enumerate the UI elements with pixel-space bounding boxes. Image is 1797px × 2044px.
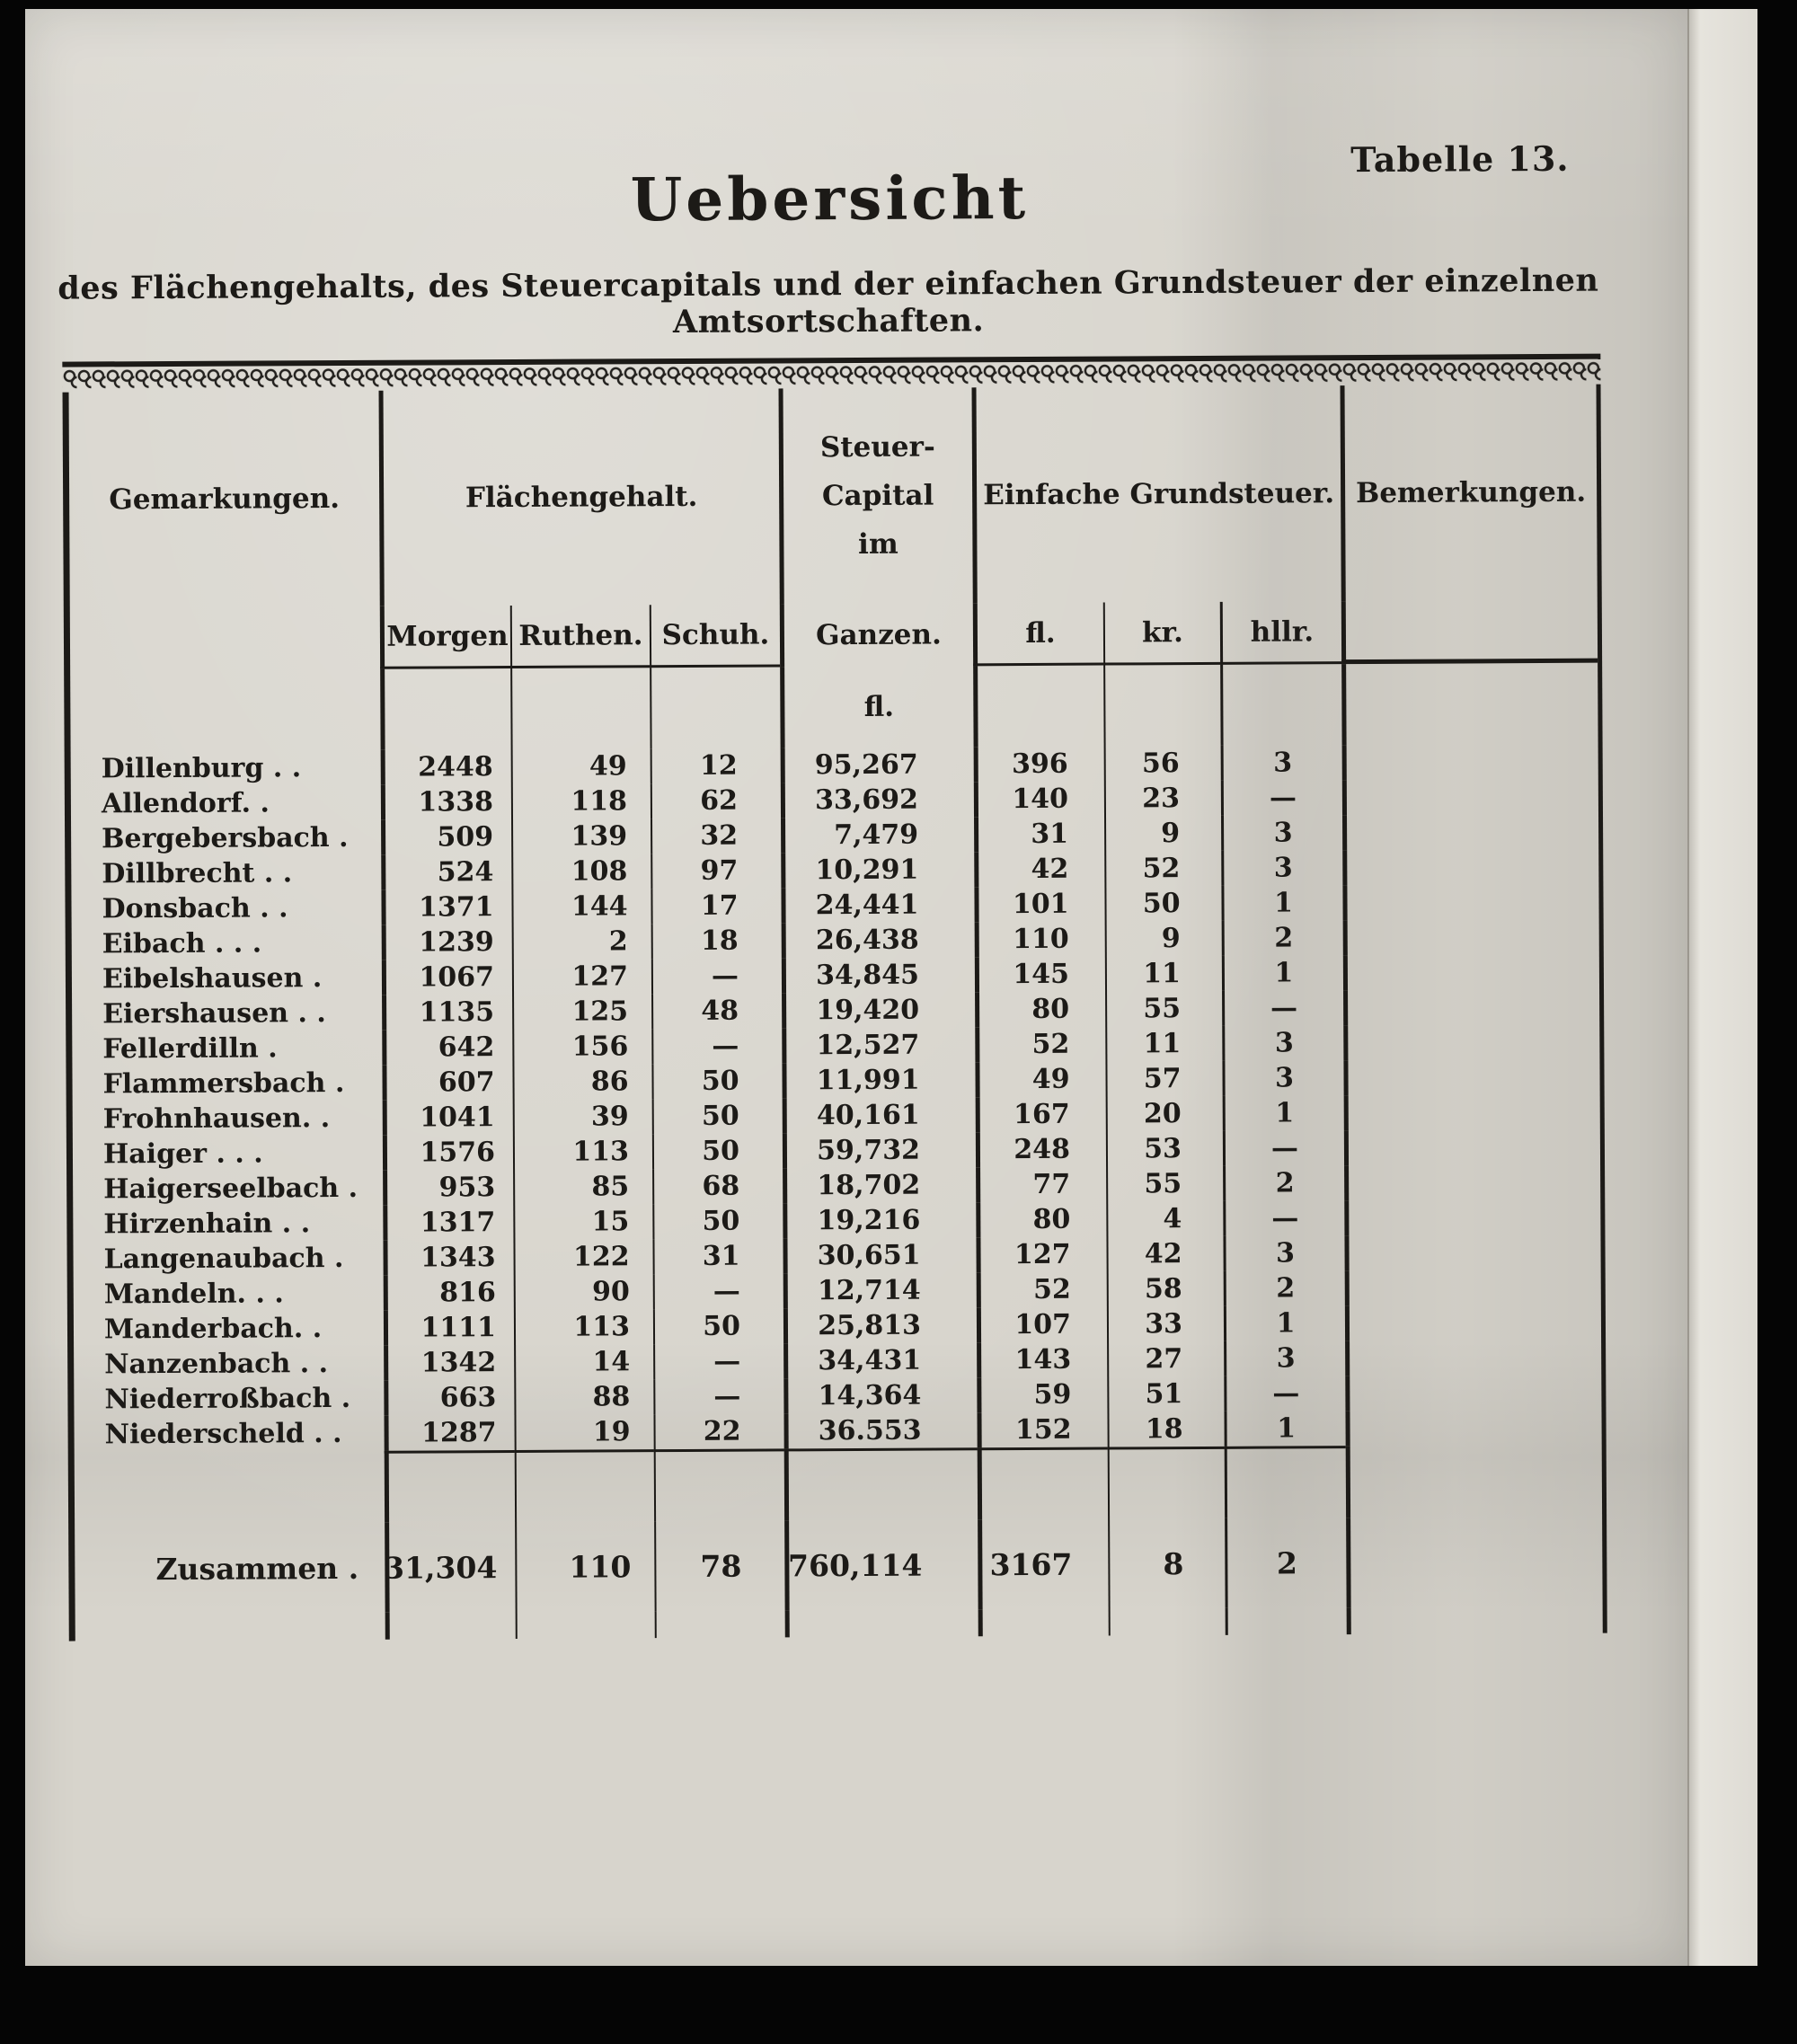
paper-sheet	[25, 9, 1689, 1966]
column-header-gemarkungen: Gemarkungen.	[109, 482, 341, 517]
unitrow-empty	[1220, 664, 1341, 746]
table-cell-hllr: 3	[1223, 1235, 1344, 1271]
table-cell-kr: 51	[1107, 1376, 1224, 1412]
table-cell-name: Langenaubach .	[103, 1242, 344, 1276]
table-cell-name: Manderbach. .	[103, 1313, 323, 1346]
table-cell-morgen: 1371	[381, 889, 511, 925]
table-cell-hllr: 3	[1224, 1341, 1345, 1376]
sum-line	[515, 1449, 654, 1522]
table-cell-hllr: —	[1222, 990, 1343, 1026]
subheader-schuh: Schuh.	[650, 604, 780, 668]
tail-row	[385, 1612, 516, 1640]
table-cell-schuh: 50	[652, 1133, 783, 1169]
table-cell-hllr: —	[1223, 1130, 1344, 1166]
table-cell-kr: 11	[1105, 956, 1222, 992]
table-cell-name: Dillbrecht . .	[102, 857, 293, 890]
unitrow-empty	[1341, 663, 1598, 745]
table-cell-capital: 19,420	[782, 992, 975, 1028]
table-cell-morgen: 524	[381, 854, 511, 890]
steuercapital-line1: Steuer-	[819, 430, 935, 465]
table-cell-fl: 152	[977, 1412, 1107, 1448]
table-cell-schuh: 31	[652, 1238, 783, 1274]
table-cell-ruthen: 85	[513, 1169, 652, 1205]
table-cell-ruthen: 139	[511, 818, 651, 854]
table-cell-ruthen: 39	[513, 1099, 652, 1135]
table-cell-fl: 49	[975, 1062, 1105, 1098]
table-cell-capital: 95,267	[781, 747, 974, 783]
table-cell-name: Haigerseelbach .	[103, 1172, 359, 1206]
table-cell-schuh: —	[653, 1273, 783, 1309]
table-cell-schuh: —	[651, 958, 782, 994]
table-cell-capital: 33,692	[781, 782, 974, 818]
totals-kr: 8	[1108, 1518, 1226, 1609]
table-cell-morgen: 509	[381, 819, 511, 855]
table-cell-bemerk	[1344, 1094, 1600, 1130]
totals-hllr: 2	[1225, 1518, 1347, 1608]
table-cell-schuh: 68	[652, 1168, 783, 1204]
table-cell-name: Hirzenhain . .	[103, 1208, 311, 1241]
table-cell-fl: 143	[977, 1342, 1107, 1378]
table-cell-fl: 167	[976, 1097, 1106, 1133]
table-cell-bemerk	[1342, 849, 1598, 885]
table-cell-bemerk	[1342, 779, 1598, 815]
table-cell-morgen: 1135	[382, 995, 512, 1031]
table-cell-hllr: 3	[1221, 745, 1342, 781]
table-cell-bemerk	[1343, 1059, 1599, 1095]
table-cell-name: Haiger . . .	[102, 1137, 263, 1171]
unitrow-empty	[380, 668, 510, 750]
table-cell-ruthen: 118	[511, 783, 651, 819]
table-cell-bemerk	[1344, 1164, 1600, 1200]
totals-ruthen: 110	[515, 1521, 655, 1612]
table-cell-ruthen: 86	[512, 1064, 651, 1100]
table-cell-hllr: 2	[1223, 1165, 1344, 1201]
sum-line-row	[1346, 1445, 1602, 1518]
table-cell-kr: 33	[1107, 1306, 1224, 1342]
table-cell-fl: 31	[974, 817, 1104, 853]
table-cell-ruthen: 90	[514, 1274, 653, 1310]
sum-line	[784, 1447, 978, 1520]
table-cell-hllr: 3	[1222, 1060, 1343, 1096]
column-header-steuercapital	[779, 387, 973, 604]
table-cell-bemerk	[1344, 1199, 1600, 1235]
table-cell-morgen: 1343	[383, 1240, 513, 1276]
table-cell-morgen: 663	[384, 1380, 514, 1416]
totals-bemerkungen	[1346, 1517, 1603, 1607]
unitrow-empty	[650, 667, 780, 748]
table-cell-bemerk	[1345, 1340, 1601, 1376]
data-table	[62, 354, 1607, 1641]
table-cell-bemerk	[1345, 1305, 1601, 1341]
steuercapital-line2: Capital	[821, 479, 934, 513]
table-cell-fl: 42	[974, 852, 1104, 888]
table-cell-capital: 36.553	[783, 1412, 977, 1448]
unitrow-empty	[70, 669, 380, 752]
table-cell-schuh: 97	[651, 853, 781, 889]
table-cell-hllr: 1	[1224, 1411, 1345, 1447]
totals-schuh: 78	[654, 1520, 785, 1611]
table-cell-kr: 4	[1106, 1201, 1223, 1237]
table-cell-capital: 14,364	[783, 1377, 977, 1413]
table-cell-capital: 25,813	[783, 1307, 977, 1343]
table-cell-fl: 101	[974, 887, 1104, 923]
table-cell-schuh: 12	[651, 748, 781, 783]
table-cell-fl: 77	[976, 1167, 1106, 1203]
table-cell-hllr: 2	[1224, 1270, 1345, 1306]
column-header-grundsteuer: Einfache Grundsteuer.	[972, 385, 1341, 603]
table-cell-fl: 59	[977, 1377, 1107, 1413]
table-cell-name: Bergebersbach .	[102, 821, 349, 855]
table-cell-capital: 10,291	[781, 852, 974, 888]
table-cell-schuh: 22	[653, 1413, 783, 1449]
unitrow-empty	[1103, 665, 1220, 747]
table-cell-morgen: 1342	[384, 1345, 514, 1381]
table-cell-morgen: 1239	[382, 925, 512, 960]
table-cell-bemerk	[1342, 744, 1598, 780]
subheader-bemerkungen-rule	[1341, 600, 1598, 664]
table-cell-fl: 110	[975, 922, 1105, 958]
subheader-ruthen: Ruthen.	[510, 605, 650, 668]
table-cell-name: Allendorf. .	[101, 787, 270, 820]
table-cell-kr: 27	[1107, 1341, 1224, 1377]
table-cell-ruthen: 144	[511, 889, 651, 925]
table-cell-fl: 80	[976, 1202, 1106, 1238]
table-cell-fl: 140	[974, 782, 1104, 818]
table-cell-capital: 18,702	[783, 1167, 976, 1203]
page-subtitle: des Flächengehalts, des Steuercapitals und der einfachen Grundsteuer der einzelnen Amtsortschaften.	[58, 261, 1599, 341]
table-cell-schuh: 18	[651, 923, 782, 959]
subheader-morgen: Morgen	[380, 606, 510, 669]
table-cell-hllr: 3	[1222, 1025, 1343, 1061]
table-cell-capital: 34,845	[782, 957, 975, 993]
table-cell-kr: 18	[1107, 1411, 1224, 1447]
table-cell-name: Niederscheld . .	[104, 1418, 342, 1451]
sum-line	[1108, 1447, 1225, 1519]
column-header-bemerkungen: Bemerkungen.	[1341, 385, 1598, 601]
table-cell-hllr: 3	[1221, 815, 1342, 851]
steuercapital-line3: im	[858, 527, 898, 561]
totals-morgen: 31,304	[385, 1522, 516, 1613]
table-cell-bemerk	[1342, 884, 1598, 920]
table-cell-bemerk	[1343, 989, 1599, 1025]
table-cell-kr: 20	[1106, 1096, 1223, 1132]
table-cell-ruthen: 122	[513, 1239, 652, 1275]
table-cell-schuh: 50	[653, 1308, 783, 1344]
table-cell-ruthen: 19	[514, 1414, 653, 1450]
table-cell-name: Fellerdilln .	[102, 1032, 278, 1066]
table-cell-fl: 52	[977, 1272, 1107, 1308]
table-cell-ruthen: 125	[512, 994, 651, 1030]
table-cell-morgen: 2448	[381, 749, 511, 785]
page-content	[20, 4, 1692, 1970]
table-cell-morgen: 1041	[383, 1100, 513, 1136]
table-cell-hllr: 1	[1224, 1305, 1345, 1341]
table-cell-ruthen: 15	[513, 1204, 652, 1240]
table-cell-fl: 107	[977, 1307, 1107, 1343]
table-cell-capital: 12,527	[782, 1027, 975, 1063]
table-cell-ruthen: 113	[514, 1309, 653, 1345]
table-cell-schuh: 50	[652, 1098, 783, 1134]
table-cell-hllr: —	[1221, 780, 1342, 816]
table-cell-name: Eibelshausen .	[102, 962, 323, 995]
table-cell-morgen: 1067	[382, 960, 512, 995]
table-cell-hllr: 3	[1221, 850, 1342, 886]
table-cell-morgen: 1338	[381, 784, 511, 820]
sum-line	[385, 1450, 515, 1523]
table-cell-morgen: 1317	[383, 1205, 513, 1241]
table-cell-schuh: 62	[651, 783, 781, 818]
unitrow-empty	[973, 666, 1103, 748]
table-cell-schuh: —	[651, 1028, 782, 1064]
table-cell-schuh: —	[653, 1378, 783, 1414]
table-cell-ruthen: 113	[513, 1134, 652, 1170]
table-cell-capital: 26,438	[782, 922, 975, 958]
table-cell-hllr: 1	[1223, 1095, 1344, 1131]
table-cell-bemerk	[1344, 1234, 1600, 1270]
subheader-hllr: hllr.	[1220, 601, 1341, 665]
table-cell-kr: 56	[1104, 746, 1221, 782]
table-cell-schuh: 48	[651, 993, 782, 1029]
table-cell-kr: 55	[1105, 991, 1222, 1027]
table-cell-kr: 52	[1104, 851, 1221, 887]
table-cell-ruthen: 88	[514, 1379, 653, 1415]
table-cell-bemerk	[1345, 1270, 1601, 1305]
table-cell-kr: 53	[1106, 1131, 1223, 1167]
tail-row	[978, 1609, 1109, 1637]
table-cell-name: Mandeln. . .	[103, 1278, 284, 1311]
table-cell-morgen: 816	[384, 1275, 514, 1311]
totals-label: Zusammen .	[155, 1550, 359, 1587]
table-cell-kr: 9	[1105, 921, 1222, 957]
table-cell-name: Nanzenbach . .	[104, 1348, 329, 1381]
table-cell-name: Flammersbach .	[102, 1066, 345, 1101]
tail-row	[75, 1613, 385, 1641]
table-cell-capital: 40,161	[783, 1097, 976, 1133]
table-cell-schuh: 17	[651, 888, 781, 924]
table-cell-name: Donsbach . .	[102, 892, 288, 925]
table-cell-capital: 7,479	[781, 817, 974, 853]
table-cell-name: Dillenburg . .	[101, 752, 302, 785]
table-cell-kr: 11	[1105, 1026, 1222, 1062]
table-cell-fl: 248	[976, 1132, 1106, 1168]
tail-row	[1109, 1608, 1226, 1636]
table-cell-capital: 24,441	[781, 887, 974, 923]
table-cell-bemerk	[1344, 1129, 1600, 1165]
table-cell-morgen: 1576	[383, 1135, 513, 1171]
sum-line-row	[75, 1451, 385, 1525]
column-header-flaechengehalt: Flächengehalt.	[379, 388, 780, 606]
table-cell-bemerk	[1343, 954, 1599, 990]
table-cell-kr: 57	[1105, 1061, 1222, 1097]
unitrow-empty	[510, 668, 650, 749]
table-cell-name: Eibach . . .	[102, 927, 262, 960]
table-cell-fl: 145	[975, 957, 1105, 993]
tail-row	[655, 1610, 785, 1638]
table-cell-bemerk	[1345, 1410, 1601, 1446]
table-cell-ruthen: 108	[511, 854, 651, 889]
table-cell-kr: 50	[1104, 886, 1221, 922]
sum-line	[654, 1448, 784, 1521]
sum-line	[978, 1447, 1108, 1520]
table-cell-morgen: 607	[382, 1065, 512, 1101]
table-cell-fl: 127	[976, 1237, 1106, 1273]
table-cell-capital: 59,732	[783, 1132, 976, 1168]
table-cell-fl: 52	[975, 1027, 1105, 1063]
table-cell-morgen: 1111	[384, 1310, 514, 1346]
page-title: Uebersicht	[630, 162, 1030, 235]
table-cell-bemerk	[1343, 1024, 1599, 1060]
table-cell-hllr: 1	[1221, 885, 1342, 921]
table-cell-kr: 58	[1107, 1271, 1224, 1307]
table-cell-fl: 80	[975, 992, 1105, 1028]
tail-row	[785, 1609, 978, 1637]
tail-row	[516, 1611, 655, 1639]
table-cell-bemerk	[1343, 919, 1599, 955]
table-cell-ruthen: 156	[512, 1029, 651, 1065]
table-cell-morgen: 642	[382, 1030, 512, 1066]
totals-capital: 760,114	[784, 1519, 978, 1610]
table-cell-name: Frohnhausen. .	[102, 1102, 331, 1136]
page-edge	[1687, 9, 1757, 1966]
table-cell-schuh: 50	[652, 1203, 783, 1239]
table-cell-hllr: —	[1224, 1376, 1345, 1411]
table-grid	[63, 385, 1607, 1641]
table-cell-bemerk	[1342, 814, 1598, 850]
table-cell-schuh: 50	[651, 1063, 782, 1099]
table-number-label: Tabelle 13.	[1350, 137, 1570, 181]
table-cell-bemerk	[1345, 1375, 1601, 1411]
table-cell-schuh: —	[653, 1343, 783, 1379]
table-cell-capital: 12,714	[783, 1272, 977, 1308]
subheader-ganzen: Ganzen.	[780, 603, 973, 667]
sum-line	[1225, 1446, 1346, 1518]
table-cell-ruthen: 127	[512, 959, 651, 995]
subheader-empty	[70, 606, 380, 671]
table-cell-kr: 42	[1106, 1236, 1223, 1272]
table-cell-kr: 23	[1104, 781, 1221, 817]
table-cell-ruthen: 14	[514, 1344, 653, 1380]
table-cell-fl: 396	[974, 747, 1104, 783]
table-cell-hllr: —	[1223, 1200, 1344, 1236]
subheader-kr: kr.	[1103, 602, 1220, 666]
table-cell-capital: 34,431	[783, 1342, 977, 1378]
subheader-fl: fl.	[973, 603, 1103, 667]
table-cell-capital: 11,991	[782, 1062, 975, 1098]
table-cell-capital: 30,651	[783, 1237, 976, 1273]
totals-fl: 3167	[978, 1519, 1109, 1610]
table-cell-hllr: 1	[1222, 955, 1343, 991]
table-cell-name: Niederroßbach .	[104, 1382, 351, 1416]
table-cell-hllr: 2	[1222, 920, 1343, 956]
unit-fl: fl.	[780, 666, 973, 748]
table-cell-ruthen: 49	[511, 748, 651, 784]
tail-row	[1347, 1606, 1603, 1634]
table-cell-morgen: 1287	[384, 1415, 514, 1451]
tail-row	[1226, 1607, 1347, 1635]
table-cell-capital: 19,216	[783, 1202, 976, 1238]
table-cell-kr: 9	[1104, 816, 1221, 852]
table-cell-ruthen: 2	[512, 924, 651, 960]
table-cell-schuh: 32	[651, 818, 781, 854]
table-cell-name: Eiershausen . .	[102, 997, 326, 1031]
table-cell-kr: 55	[1106, 1166, 1223, 1202]
table-cell-morgen: 953	[383, 1170, 513, 1206]
